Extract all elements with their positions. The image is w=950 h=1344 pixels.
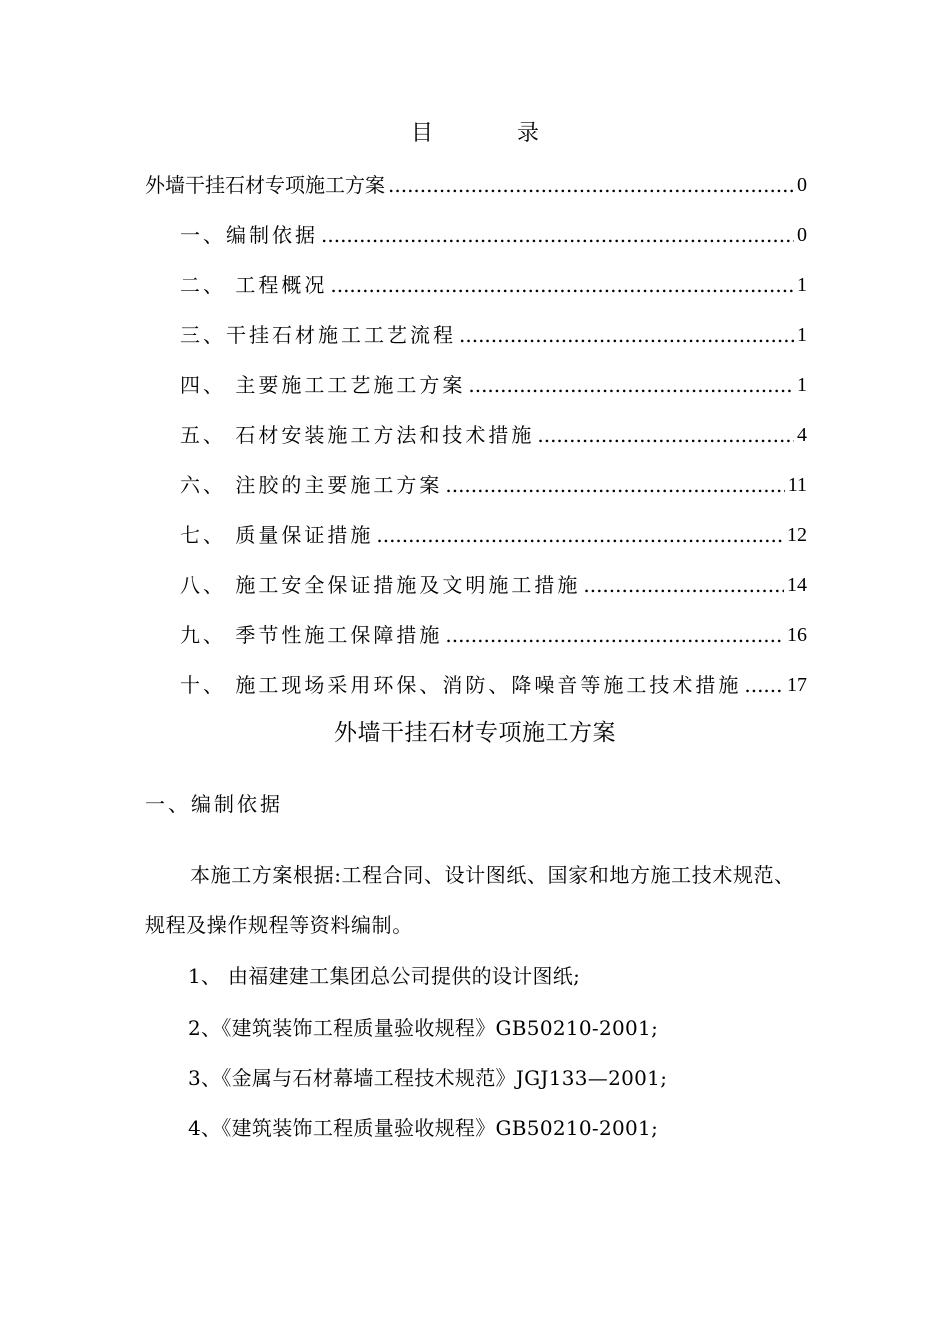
- reference-item: 3、《金属与石材幕墙工程技术规范》JGJ133—2001;: [188, 1066, 668, 1090]
- toc-leader-dots: [376, 520, 784, 550]
- toc-page-number: 0: [797, 174, 807, 196]
- toc-leader-dots: [330, 270, 794, 300]
- reference-item: 2、《建筑装饰工程质量验收规程》GB50210-2001;: [188, 1016, 659, 1040]
- reference-item: 4、《建筑装饰工程质量验收规程》GB50210-2001;: [188, 1116, 659, 1140]
- toc-leader-dots: [388, 170, 794, 200]
- toc-entry-label: 十、 施工现场采用环保、消防、降噪音等施工技术措施: [180, 673, 742, 697]
- toc-page-number: 1: [797, 324, 807, 346]
- toc-page-number: 16: [787, 624, 807, 646]
- toc-entry-label: 七、 质量保证措施: [180, 523, 374, 547]
- toc-leader-dots: [583, 570, 784, 600]
- toc-page-number: 1: [797, 274, 807, 296]
- toc-page-number: 0: [797, 224, 807, 246]
- toc-entry-label: 三、干挂石材施工工艺流程: [180, 323, 456, 347]
- document-title: 外墙干挂石材专项施工方案: [334, 720, 616, 746]
- toc-page-number: 4: [797, 424, 807, 446]
- toc-heading-right: 录: [517, 121, 540, 146]
- toc-leader-dots: [744, 670, 784, 700]
- toc-entry-label: 八、 施工安全保证措施及文明施工措施: [180, 573, 581, 597]
- toc-leader-dots: [445, 470, 784, 500]
- toc-entry-1[interactable]: [180, 220, 807, 250]
- toc-entry-6[interactable]: [180, 470, 807, 500]
- toc-entry-main-title[interactable]: [145, 170, 807, 200]
- section-heading: 一、编制依据: [145, 792, 283, 816]
- toc-page-number: 12: [787, 524, 807, 546]
- toc-entry-8[interactable]: [180, 570, 807, 600]
- reference-item: 1、 由福建建工集团总公司提供的设计图纸;: [188, 964, 581, 988]
- toc-page-number: 1: [797, 374, 807, 396]
- toc-heading: [0, 116, 950, 147]
- toc-leader-dots: [321, 220, 794, 250]
- toc-page-number: 14: [787, 574, 807, 596]
- toc-entry-3[interactable]: [180, 320, 807, 350]
- toc-leader-dots: [459, 320, 794, 350]
- toc-page-number: 11: [787, 474, 807, 496]
- toc-leader-dots: [537, 420, 794, 450]
- toc-entry-2[interactable]: [180, 270, 807, 300]
- toc-entry-label: 外墙干挂石材专项施工方案: [145, 173, 385, 197]
- intro-paragraph: 本施工方案根据:工程合同、设计图纸、国家和地方施工技术规范、规程及操作规程等资料编制。: [145, 863, 795, 937]
- toc-entry-label: 一、编制依据: [180, 223, 318, 247]
- toc-entry-label: 二、 工程概况: [180, 273, 328, 297]
- toc-entry-label: 五、 石材安装施工方法和技术措施: [180, 423, 535, 447]
- toc-entry-9[interactable]: [180, 620, 807, 650]
- toc-leader-dots: [445, 620, 784, 650]
- toc-entry-10[interactable]: [180, 670, 807, 700]
- toc-entry-5[interactable]: [180, 420, 807, 450]
- toc-page-number: 17: [787, 674, 807, 696]
- toc-heading-left: 目: [410, 121, 433, 146]
- toc-entry-label: 六、 注胶的主要施工方案: [180, 473, 443, 497]
- toc-entry-label: 九、 季节性施工保障措施: [180, 623, 443, 647]
- toc-entry-label: 四、 主要施工工艺施工方案: [180, 373, 466, 397]
- toc-entry-7[interactable]: [180, 520, 807, 550]
- toc-leader-dots: [468, 370, 794, 400]
- toc-entry-4[interactable]: [180, 370, 807, 400]
